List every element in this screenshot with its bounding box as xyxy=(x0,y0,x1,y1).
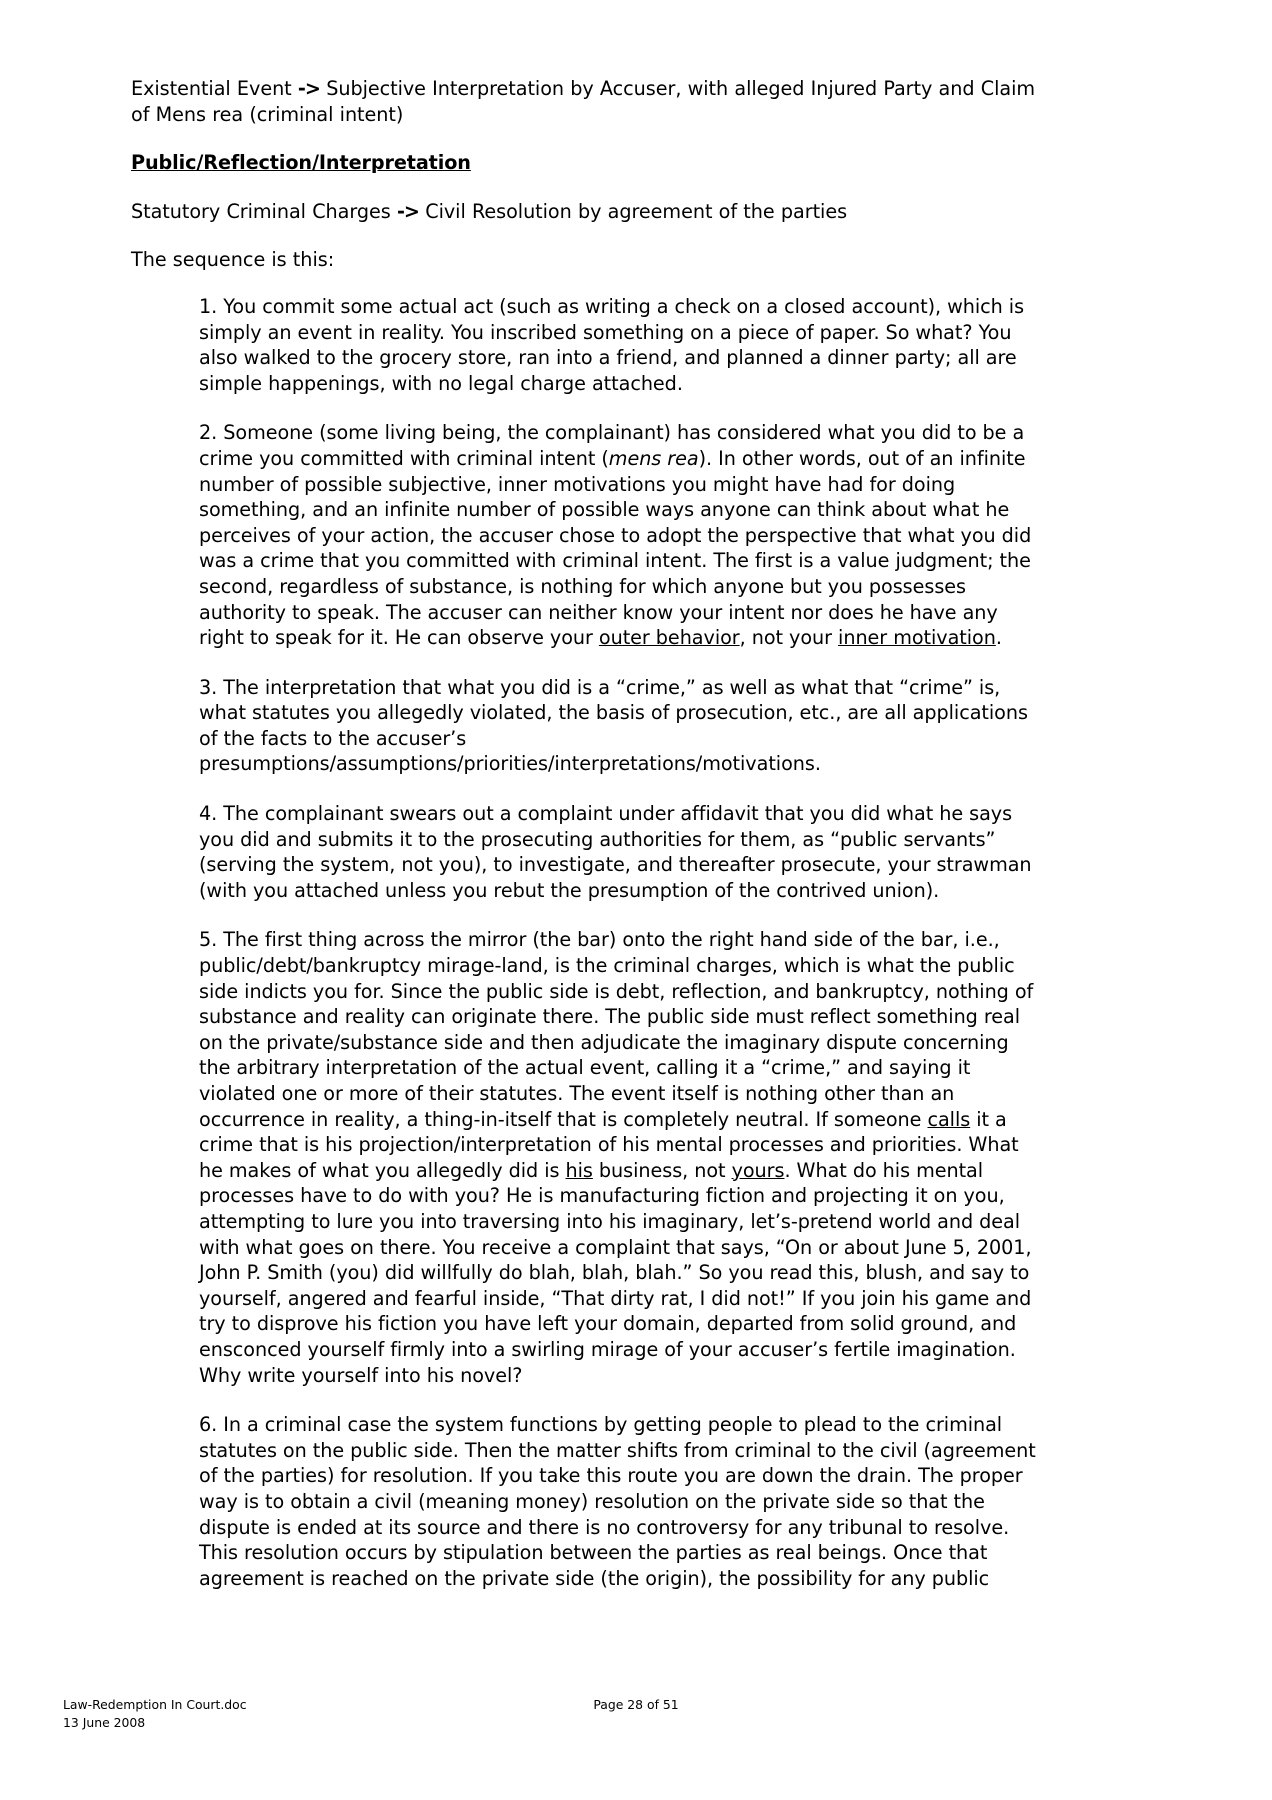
statutory-paragraph xyxy=(131,199,1041,225)
item2-part4: . xyxy=(995,626,1002,650)
item2-part2: ). In other words, out of an infinite number of possible subjective, inner motivations you might have had for doing something, and an infinite number of possible ways anyone can think about what he perceives of your action, the accuser chose to adopt the perspective that what you did was a crime that you committed with criminal intent. The first is a value judgment; the second, regardless of substance, is nothing for which anyone but you possesses authority to speak. The accuser can neither know your intent nor does he have any right to speak for it. He can observe your xyxy=(199,446,1032,650)
footer-page-label: Page 28 of 51 xyxy=(593,1697,679,1712)
list-item-4: 4. The complainant swears out a complaint under affidavit that you did what he says you did and submits it to the prosecuting authorities for them, as “public servants” (serving the system, not you), to investigate, and thereafter prosecute, your strawman (with you attached unless you rebut the presumption of the contrived union). xyxy=(199,802,1032,902)
numbered-list xyxy=(131,294,1041,1591)
arrow-glyph: -> xyxy=(297,77,320,100)
item2-part3: , not your xyxy=(739,626,839,650)
item2-outer-behavior-underline: outer behavior xyxy=(598,626,740,650)
list-item-6: 6. In a criminal case the system functions by getting people to plead to the criminal statutes on the public side. Then the matter shifts from criminal to the civil (agreement of the parties) for resolution. If you take this route you are down the drain. The proper way is to obtain a civil (meaning money) resolution on the private side so that the dispute is ended at its source and there is no controversy for any tribunal to resolve. This resolution occurs by stipulation between the parties as real beings. Once that agreement is reached on the private side (the origin), the possibility for any public xyxy=(199,1413,1036,1590)
list-item-5 xyxy=(199,927,1041,1388)
item2-inner-motivation-underline: inner motivation xyxy=(838,626,996,650)
section-heading: Public/Reflection/Interpretation xyxy=(131,151,471,175)
intro-paragraph xyxy=(131,76,1041,127)
footer-date: 13 June 2008 xyxy=(63,1714,146,1730)
page-footer xyxy=(63,1697,1209,1730)
lead-in-text: The sequence is this: xyxy=(131,248,335,272)
item5-part2: it a crime that is his projection/interpretation of his mental processes and priorities. What he makes of what you allegedly did is xyxy=(199,1107,1019,1182)
intro-after-arrow: Subjective Interpretation by Accuser, with alleged Injured Party and Claim of Mens rea (criminal intent) xyxy=(131,77,1036,126)
item5-part1: 5. The first thing across the mirror (the bar) onto the right hand side of the bar, i.e., public/debt/bankruptcy mirage-land, is the criminal charges, which is what the public side indicts you for. Since the public side is debt, reflection, and bankruptcy, nothing of substance and reality can originate there. The public side must reflect something real on the private/substance side and then adjudicate the imaginary dispute concerning the arbitrary interpretation of the actual event, calling it a “crime,” and saying it violated one or more of their statutes. The event itself is nothing other than an occurrence in reality, a thing-in-itself that is completely neutral. If someone xyxy=(199,928,1034,1131)
arrow-glyph: -> xyxy=(396,199,419,223)
statutory-before-arrow: Statutory Criminal Charges xyxy=(131,199,397,223)
footer-row xyxy=(63,1697,1209,1713)
intro-before-arrow: Existential Event xyxy=(131,77,298,100)
item5-part3: business, not xyxy=(592,1158,732,1182)
list-item-3: 3. The interpretation that what you did is a “crime,” as well as what that “crime” is, what statutes you allegedly violated, the basis of prosecution, etc., are all applications of the facts to the accuser’s presumptions/assumptions/priorities/interpretations/motivations. xyxy=(199,675,1028,776)
item5-yours-underline: yours xyxy=(731,1158,785,1182)
item5-his-underline: his xyxy=(565,1158,593,1182)
list-item-2 xyxy=(199,420,1041,650)
item5-calls-underline: calls xyxy=(927,1107,971,1131)
item2-mens-rea-italic: mens rea xyxy=(608,446,699,470)
item5-part4: . What do his mental processes have to do with you? He is manufacturing fiction and projecting it on you, attempting to lure you into traversing into his imaginary, let’s-pretend world and deal with what goes on there. You receive a complaint that says, “On or about June 5, 2001, John P. Smith (you) did willfully do blah, blah, blah.” So you read this, blush, and say to yourself, angered and fearful inside, “That dirty rat, I did not!” If you join his game and try to disprove his fiction you have left your domain, departed from solid ground, and ensconced yourself firmly into a swirling mirage of your accuser’s fertile imagination. Why write yourself into his novel? xyxy=(199,1158,1032,1387)
statutory-after-arrow: Civil Resolution by agreement of the parties xyxy=(418,199,848,223)
footer-file-name: Law-Redemption In Court.doc xyxy=(63,1697,247,1712)
list-item-1: 1. You commit some actual act (such as writing a check on a closed account), which is simply an event in reality. You inscribed something on a piece of paper. So what? You also walked to the grocery store, ran into a friend, and planned a dinner party; all are simple happenings, with no legal charge attached. xyxy=(199,294,1025,395)
page-content xyxy=(131,76,1041,1591)
item2-part1: 2. Someone (some living being, the complainant) has considered what you did to be a crime you committed with criminal intent ( xyxy=(199,421,1025,470)
